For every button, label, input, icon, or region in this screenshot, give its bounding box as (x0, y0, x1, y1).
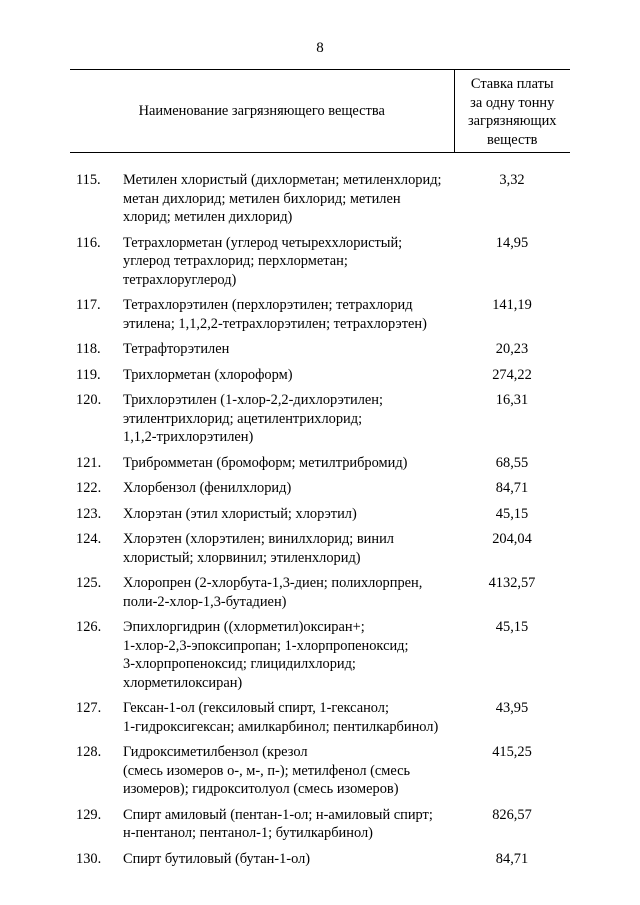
table-row (70, 504, 570, 530)
rate-value: 16,31 (495, 392, 529, 408)
rate-value: 84,71 (495, 480, 529, 496)
rate-value: 4132,57 (488, 575, 536, 591)
substance-name (123, 573, 454, 617)
header-rate-line: веществ (487, 131, 538, 148)
substance-name-line: углерод тетрахлорид; перхлорметан; (123, 253, 348, 269)
rate-value: 14,95 (495, 234, 529, 251)
substance-name-line: поли-2-хлор-1,3-бутадиен) (123, 593, 287, 610)
table-row (70, 742, 570, 805)
substance-name-line: Тетрахлорэтилен (перхлорэтилен; тетрахлорид (123, 297, 413, 313)
substance-name-line: Хлорбензол (фенилхлорид) (123, 480, 292, 496)
substance-name (123, 504, 454, 530)
rate-value: 43,95 (495, 700, 529, 716)
substance-name-line: Трихлорметан (хлороформ) (123, 366, 293, 383)
header-rate-line: Ставка платы (470, 76, 554, 92)
table-row (70, 339, 570, 365)
row-number: 125. (76, 575, 102, 591)
row-number: 121. (76, 454, 102, 471)
row-number: 122. (76, 480, 102, 496)
substance-name-line: Метилен хлористый (дихлорметан; метиленхлорид; (123, 172, 442, 188)
header-rate-line: за одну тонну (470, 94, 555, 111)
substance-name (123, 365, 454, 391)
substance-name (123, 617, 454, 698)
table-row (70, 698, 570, 742)
substance-name-line: (смесь изомеров о-, м-, п-); метилфенол (смесь (123, 762, 411, 779)
table-row (70, 365, 570, 391)
row-number: 116. (76, 234, 101, 251)
substance-name-line: 1-гидроксигексан; амилкарбинол; пентилкарбинол) (123, 718, 439, 735)
substance-name (123, 529, 454, 573)
substance-name-line: Хлорэтен (хлорэтилен; винилхлорид; винил (123, 531, 394, 547)
row-number: 118. (76, 341, 101, 357)
header-rate (454, 70, 570, 153)
substance-name-line: Хлоропрен (2-хлорбута-1,3-диен; полихлорпрен, (123, 575, 423, 591)
pollutant-rate-table (70, 69, 570, 874)
table-row (70, 390, 570, 453)
substance-name-line: тетрахлоруглерод) (123, 271, 237, 288)
rate-value: 20,23 (495, 341, 529, 357)
header-rate-line: загрязняющих (467, 113, 557, 129)
rate-value: 274,22 (492, 366, 532, 383)
table-header-row (70, 70, 570, 153)
substance-name-line: хлорметилоксиран) (123, 674, 243, 691)
row-number: 128. (76, 744, 102, 760)
substance-name-line: 1,1,2-трихлорэтилен) (123, 429, 254, 445)
row-number: 127. (76, 700, 102, 716)
rate-value: 45,15 (495, 505, 529, 522)
row-number: 129. (76, 806, 102, 823)
row-number: 115. (76, 172, 101, 188)
substance-name-line: н-пентанол; пентанол-1; бутилкарбинол) (123, 825, 373, 841)
substance-name-line: Трибромметан (бромоформ; метилтрибромид) (123, 454, 408, 471)
table-row (70, 805, 570, 849)
substance-name-line: этилентрихлорид; ацетилентрихлорид; (123, 410, 363, 427)
substance-name-line: Трихлорэтилен (1-хлор-2,2-дихлорэтилен; (123, 392, 384, 408)
rate-value: 415,25 (492, 744, 532, 760)
table-row (70, 233, 570, 296)
substance-name (123, 698, 454, 742)
substance-name-line: Гидроксиметилбензол (крезол (123, 744, 308, 760)
substance-name-line: изомеров); гидрокситолуол (смесь изомеров) (123, 781, 399, 797)
table-row (70, 529, 570, 573)
row-number: 123. (76, 505, 102, 522)
row-number: 120. (76, 392, 102, 408)
substance-name-line: 3-хлорпропеноксид; глицидилхлорид; (123, 656, 356, 672)
substance-name-line: Гексан-1-ол (гексиловый спирт, 1-гексанол; (123, 700, 389, 716)
row-number: 130. (76, 850, 102, 867)
table-row (70, 478, 570, 504)
substance-name-line: хлорид; метилен дихлорид) (123, 209, 293, 225)
substance-name-line: метан дихлорид; метилен бихлорид; метилен (123, 190, 401, 207)
substance-name (123, 390, 454, 453)
row-number: 124. (76, 531, 102, 547)
substance-name-line: этилена; 1,1,2,2-тетрахлорэтилен; тетрахлорэтен) (123, 315, 427, 332)
substance-name (123, 339, 454, 365)
substance-name (123, 295, 454, 339)
rate-value: 68,55 (495, 454, 529, 471)
substance-name (123, 233, 454, 296)
table-row (70, 153, 570, 233)
rate-value: 3,32 (499, 172, 525, 188)
row-number: 117. (76, 297, 101, 313)
substance-name (123, 478, 454, 504)
rate-value: 204,04 (492, 531, 532, 547)
page-number: 8 (316, 40, 324, 56)
row-number: 119. (76, 366, 101, 383)
rate-value: 826,57 (492, 806, 532, 823)
substance-name-line: 1-хлор-2,3-эпоксипропан; 1-хлорпропеноксид; (123, 637, 409, 654)
table-row (70, 617, 570, 698)
substance-name (123, 453, 454, 479)
rate-value: 45,15 (495, 619, 529, 635)
substance-name-line: Спирт бутиловый (бутан-1-ол) (123, 850, 311, 867)
table-row (70, 453, 570, 479)
substance-name-line: Эпихлоргидрин ((хлорметил)оксиран+; (123, 619, 365, 635)
row-number: 126. (76, 619, 102, 635)
rate-value: 141,19 (492, 297, 532, 313)
substance-name (123, 742, 454, 805)
rate-value: 84,71 (495, 850, 529, 867)
substance-name-line: Хлорэтан (этил хлористый; хлорэтил) (123, 505, 357, 522)
substance-name-line: Тетрахлорметан (углерод четыреххлористый; (123, 234, 403, 251)
substance-name (123, 849, 454, 875)
substance-name-line: хлористый; хлорвинил; этиленхлорид) (123, 549, 361, 566)
table-row (70, 573, 570, 617)
substance-name-line: Спирт амиловый (пентан-1-ол; н-амиловый спирт; (123, 806, 433, 823)
substance-name (123, 153, 454, 233)
table-row (70, 849, 570, 875)
substance-name (123, 805, 454, 849)
substance-name-line: Тетрафторэтилен (123, 341, 230, 357)
table-body (70, 153, 570, 875)
table-row (70, 295, 570, 339)
header-substance-name: Наименование загрязняющего вещества (70, 70, 454, 153)
